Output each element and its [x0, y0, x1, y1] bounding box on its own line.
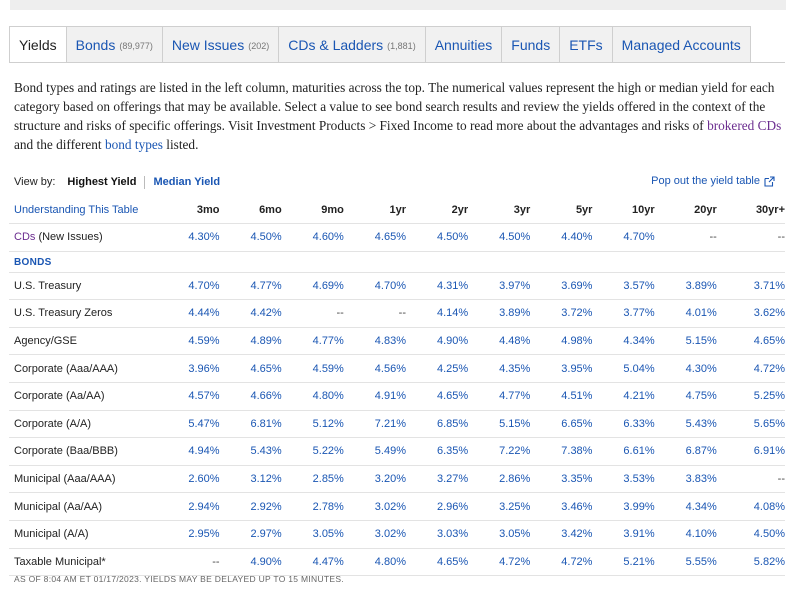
yield-value[interactable]: 7.21%	[344, 410, 406, 438]
row-label: U.S. Treasury Zeros	[9, 300, 161, 328]
yield-value[interactable]: 4.31%	[406, 272, 468, 300]
yield-value[interactable]: 6.35%	[406, 438, 468, 466]
bonds-section-label: BONDS	[14, 256, 52, 268]
yield-value[interactable]: 5.55%	[655, 548, 717, 576]
yield-value[interactable]: 4.25%	[406, 355, 468, 383]
yield-value[interactable]: 4.50%	[468, 224, 530, 252]
empty-yield: --	[717, 465, 785, 493]
yield-value[interactable]: 4.98%	[530, 327, 592, 355]
cds-suffix: (New Issues)	[35, 231, 103, 244]
yield-value[interactable]: 6.91%	[717, 438, 785, 466]
table-row	[9, 224, 785, 252]
tab-label: New Issues	[171, 36, 245, 53]
row-label: Municipal (Aa/AA)	[9, 493, 161, 521]
yield-value[interactable]: 4.70%	[161, 272, 219, 300]
yield-value[interactable]: 4.14%	[406, 300, 468, 328]
yield-value[interactable]: 4.77%	[282, 327, 344, 355]
yield-value[interactable]: 6.81%	[220, 410, 282, 438]
maturity-header: 30yr+	[717, 196, 785, 224]
yield-value[interactable]: 4.77%	[468, 382, 530, 410]
table-row	[9, 520, 785, 548]
yield-value[interactable]: 3.96%	[161, 355, 219, 383]
section-cell	[9, 251, 785, 272]
top-bar	[10, 0, 786, 10]
yield-value[interactable]: 4.72%	[468, 548, 530, 576]
row-label: Agency/GSE	[9, 327, 161, 355]
yield-value[interactable]: 4.77%	[220, 272, 282, 300]
maturity-header: 1yr	[344, 196, 406, 224]
row-label: Municipal (Aaa/AAA)	[9, 465, 161, 493]
yield-value[interactable]: 4.65%	[344, 224, 406, 252]
yield-value[interactable]: 4.65%	[717, 327, 785, 355]
yield-value[interactable]: 2.94%	[161, 493, 219, 521]
tab-label: ETFs	[569, 36, 603, 53]
table-row	[9, 493, 785, 521]
table-row	[9, 355, 785, 383]
yield-value[interactable]: 7.22%	[468, 438, 530, 466]
table-row	[9, 272, 785, 300]
yield-value[interactable]: 3.27%	[406, 465, 468, 493]
yield-value[interactable]: 4.70%	[592, 224, 654, 252]
tab-label: Funds	[511, 36, 551, 53]
yield-value[interactable]: 4.72%	[717, 355, 785, 383]
maturity-header: 10yr	[592, 196, 654, 224]
tab-divider	[9, 62, 785, 63]
maturity-header: 3yr	[468, 196, 530, 224]
yield-value[interactable]: 3.69%	[530, 272, 592, 300]
yield-value[interactable]: 3.83%	[655, 465, 717, 493]
intro-paragraph	[14, 78, 784, 154]
yield-value[interactable]: 5.12%	[282, 410, 344, 438]
empty-yield: --	[344, 300, 406, 328]
yield-value[interactable]: 5.82%	[717, 548, 785, 576]
yield-value[interactable]: 4.80%	[344, 548, 406, 576]
yield-value[interactable]: 3.53%	[592, 465, 654, 493]
product-tabs	[9, 26, 751, 63]
pop-out-link[interactable]	[651, 175, 775, 187]
yield-value[interactable]: 4.30%	[161, 224, 219, 252]
yield-value[interactable]: 4.34%	[655, 493, 717, 521]
tab-yields[interactable]	[9, 26, 67, 63]
yield-value[interactable]: 5.25%	[717, 382, 785, 410]
yield-value[interactable]: 2.92%	[220, 493, 282, 521]
row-label	[9, 224, 161, 252]
yield-value[interactable]: 3.25%	[468, 493, 530, 521]
yield-value[interactable]: 3.97%	[468, 272, 530, 300]
yield-value[interactable]: 4.01%	[655, 300, 717, 328]
yield-value[interactable]: 5.21%	[592, 548, 654, 576]
yield-value[interactable]: 2.60%	[161, 465, 219, 493]
row-label: U.S. Treasury	[9, 272, 161, 300]
table-row	[9, 548, 785, 576]
yield-value[interactable]: 7.38%	[530, 438, 592, 466]
maturity-header: 3mo	[161, 196, 219, 224]
median-yield-option[interactable]: Median Yield	[153, 176, 221, 188]
yield-value[interactable]: 2.96%	[406, 493, 468, 521]
yield-value[interactable]: 4.08%	[717, 493, 785, 521]
yield-value[interactable]: 3.20%	[344, 465, 406, 493]
yield-value[interactable]: 3.99%	[592, 493, 654, 521]
yield-value[interactable]: 4.57%	[161, 382, 219, 410]
yield-value[interactable]: 4.48%	[468, 327, 530, 355]
tab-cds-ladders[interactable]	[279, 26, 425, 63]
intro-text-middle: and the different	[14, 137, 105, 152]
yield-value[interactable]: 3.91%	[592, 520, 654, 548]
yield-value[interactable]: 5.49%	[344, 438, 406, 466]
tab-new-issues[interactable]	[163, 26, 279, 63]
yield-value[interactable]: 5.65%	[717, 410, 785, 438]
yield-value[interactable]: 3.62%	[717, 300, 785, 328]
yield-value[interactable]: 3.72%	[530, 300, 592, 328]
yield-value[interactable]: 4.65%	[406, 548, 468, 576]
yield-value[interactable]: 3.05%	[468, 520, 530, 548]
row-label: Corporate (Aa/AA)	[9, 382, 161, 410]
yield-value[interactable]: 5.15%	[655, 327, 717, 355]
yield-value[interactable]: 4.40%	[530, 224, 592, 252]
table-header-row	[9, 196, 785, 224]
yield-value[interactable]: 4.90%	[220, 548, 282, 576]
tab-count: (202)	[248, 40, 270, 51]
table-row	[9, 382, 785, 410]
brokered-cds-link[interactable]: brokered CDs	[707, 118, 782, 133]
maturity-header: 20yr	[655, 196, 717, 224]
row-label: Corporate (Baa/BBB)	[9, 438, 161, 466]
yield-value[interactable]: 3.89%	[655, 272, 717, 300]
empty-yield: --	[282, 300, 344, 328]
row-label: Municipal (A/A)	[9, 520, 161, 548]
yield-value[interactable]: 5.22%	[282, 438, 344, 466]
tab-label: Managed Accounts	[621, 36, 741, 53]
yield-value[interactable]: 2.86%	[468, 465, 530, 493]
yield-value[interactable]: 5.43%	[655, 410, 717, 438]
yield-value[interactable]: 2.78%	[282, 493, 344, 521]
yield-value[interactable]: 4.50%	[220, 224, 282, 252]
yield-value[interactable]: 3.02%	[344, 520, 406, 548]
yield-value[interactable]: 4.42%	[220, 300, 282, 328]
yield-value[interactable]: 3.71%	[717, 272, 785, 300]
yield-value[interactable]: 4.34%	[592, 327, 654, 355]
yield-value[interactable]: 4.35%	[468, 355, 530, 383]
tab-bonds[interactable]	[67, 26, 163, 63]
yield-value[interactable]: 4.56%	[344, 355, 406, 383]
table-row	[9, 465, 785, 493]
yield-value[interactable]: 6.61%	[592, 438, 654, 466]
yield-value[interactable]: 3.03%	[406, 520, 468, 548]
understanding-table-link[interactable]: Understanding This Table	[14, 203, 139, 216]
intro-text-end: listed.	[162, 137, 199, 152]
tab-label: CDs & Ladders	[288, 36, 384, 53]
yield-value[interactable]: 4.65%	[406, 382, 468, 410]
yield-value[interactable]: 6.87%	[655, 438, 717, 466]
yield-value[interactable]: 4.21%	[592, 382, 654, 410]
yield-value[interactable]: 4.59%	[282, 355, 344, 383]
yield-value[interactable]: 5.43%	[220, 438, 282, 466]
table-row	[9, 327, 785, 355]
tab-count: (89,977)	[119, 40, 153, 51]
row-label: Corporate (A/A)	[9, 410, 161, 438]
yield-value[interactable]: 2.85%	[282, 465, 344, 493]
yield-value[interactable]: 3.42%	[530, 520, 592, 548]
yield-value[interactable]: 4.59%	[161, 327, 219, 355]
maturity-header: 9mo	[282, 196, 344, 224]
empty-yield: --	[717, 224, 785, 252]
section-row	[9, 251, 785, 272]
yield-value[interactable]: 4.65%	[220, 355, 282, 383]
tab-etfs[interactable]	[560, 26, 612, 63]
tab-managed-accounts[interactable]	[613, 26, 751, 63]
yield-value[interactable]: 4.60%	[282, 224, 344, 252]
yield-value[interactable]: 6.65%	[530, 410, 592, 438]
yield-value[interactable]: 4.51%	[530, 382, 592, 410]
yield-value[interactable]: 3.46%	[530, 493, 592, 521]
yield-value[interactable]: 6.85%	[406, 410, 468, 438]
timestamp-note: AS OF 8:04 AM ET 01/17/2023. YIELDS MAY BE DELAYED UP TO 15 MINUTES.	[14, 574, 345, 584]
maturity-header: 5yr	[530, 196, 592, 224]
yield-value[interactable]: 4.72%	[530, 548, 592, 576]
tab-count: (1,881)	[387, 40, 416, 51]
table-row	[9, 410, 785, 438]
yield-value[interactable]: 2.97%	[220, 520, 282, 548]
maturity-header: 6mo	[220, 196, 282, 224]
row-label: Corporate (Aaa/AAA)	[9, 355, 161, 383]
yield-value[interactable]: 4.90%	[406, 327, 468, 355]
yield-value[interactable]: 4.83%	[344, 327, 406, 355]
tab-label: Bonds	[75, 36, 116, 53]
empty-yield: --	[655, 224, 717, 252]
yield-value[interactable]: 3.12%	[220, 465, 282, 493]
intro-text: Bond types and ratings are listed in the left column, maturities across the top. The numerical values represent the high or median yield for each category based on offerings that may be available. Select a value to see bond search results and review the yields offered in the context of the structure and risks of specific offerings. Visit Investment Products > Fixed Income to read more about the advantages and risks of	[14, 80, 775, 133]
yield-value[interactable]: 5.15%	[468, 410, 530, 438]
cds-link[interactable]: CDs	[14, 231, 36, 244]
yield-value[interactable]: 4.50%	[406, 224, 468, 252]
yield-value[interactable]: 3.57%	[592, 272, 654, 300]
yield-value[interactable]: 4.66%	[220, 382, 282, 410]
yield-value[interactable]: 4.80%	[282, 382, 344, 410]
yield-table	[9, 196, 785, 576]
yield-value[interactable]: 4.10%	[655, 520, 717, 548]
highest-yield-option[interactable]: Highest Yield	[67, 176, 137, 188]
yield-value[interactable]: 5.47%	[161, 410, 219, 438]
view-by-divider	[144, 176, 145, 189]
pop-out-label: Pop out the yield table	[651, 175, 760, 187]
table-row	[9, 438, 785, 466]
tab-label: Yields	[19, 36, 57, 53]
empty-yield: --	[161, 548, 219, 576]
tab-annuities[interactable]	[426, 26, 503, 63]
yield-value[interactable]: 4.75%	[655, 382, 717, 410]
yield-value[interactable]: 3.89%	[468, 300, 530, 328]
yield-value[interactable]: 2.95%	[161, 520, 219, 548]
yield-value[interactable]: 4.69%	[282, 272, 344, 300]
row-label: Taxable Municipal*	[9, 548, 161, 576]
yield-value[interactable]: 4.44%	[161, 300, 219, 328]
yield-value[interactable]: 3.77%	[592, 300, 654, 328]
yield-value[interactable]: 4.70%	[344, 272, 406, 300]
yield-value[interactable]: 3.95%	[530, 355, 592, 383]
view-by-toggle	[14, 175, 220, 189]
yield-value[interactable]: 3.05%	[282, 520, 344, 548]
understanding-cell	[9, 196, 161, 224]
yield-value[interactable]: 3.02%	[344, 493, 406, 521]
yield-value[interactable]: 4.30%	[655, 355, 717, 383]
external-link-icon	[764, 176, 775, 187]
yield-value[interactable]: 4.50%	[717, 520, 785, 548]
yield-value[interactable]: 6.33%	[592, 410, 654, 438]
yield-value[interactable]: 4.47%	[282, 548, 344, 576]
bond-types-link[interactable]: bond types	[104, 137, 163, 152]
tab-label: Annuities	[434, 36, 493, 53]
yield-value[interactable]: 4.89%	[220, 327, 282, 355]
yield-value[interactable]: 3.35%	[530, 465, 592, 493]
yield-value[interactable]: 4.91%	[344, 382, 406, 410]
table-row	[9, 300, 785, 328]
view-by-label: View by:	[14, 176, 56, 188]
tab-funds[interactable]	[502, 26, 560, 63]
yield-value[interactable]: 4.94%	[161, 438, 219, 466]
yield-value[interactable]: 5.04%	[592, 355, 654, 383]
maturity-header: 2yr	[406, 196, 468, 224]
